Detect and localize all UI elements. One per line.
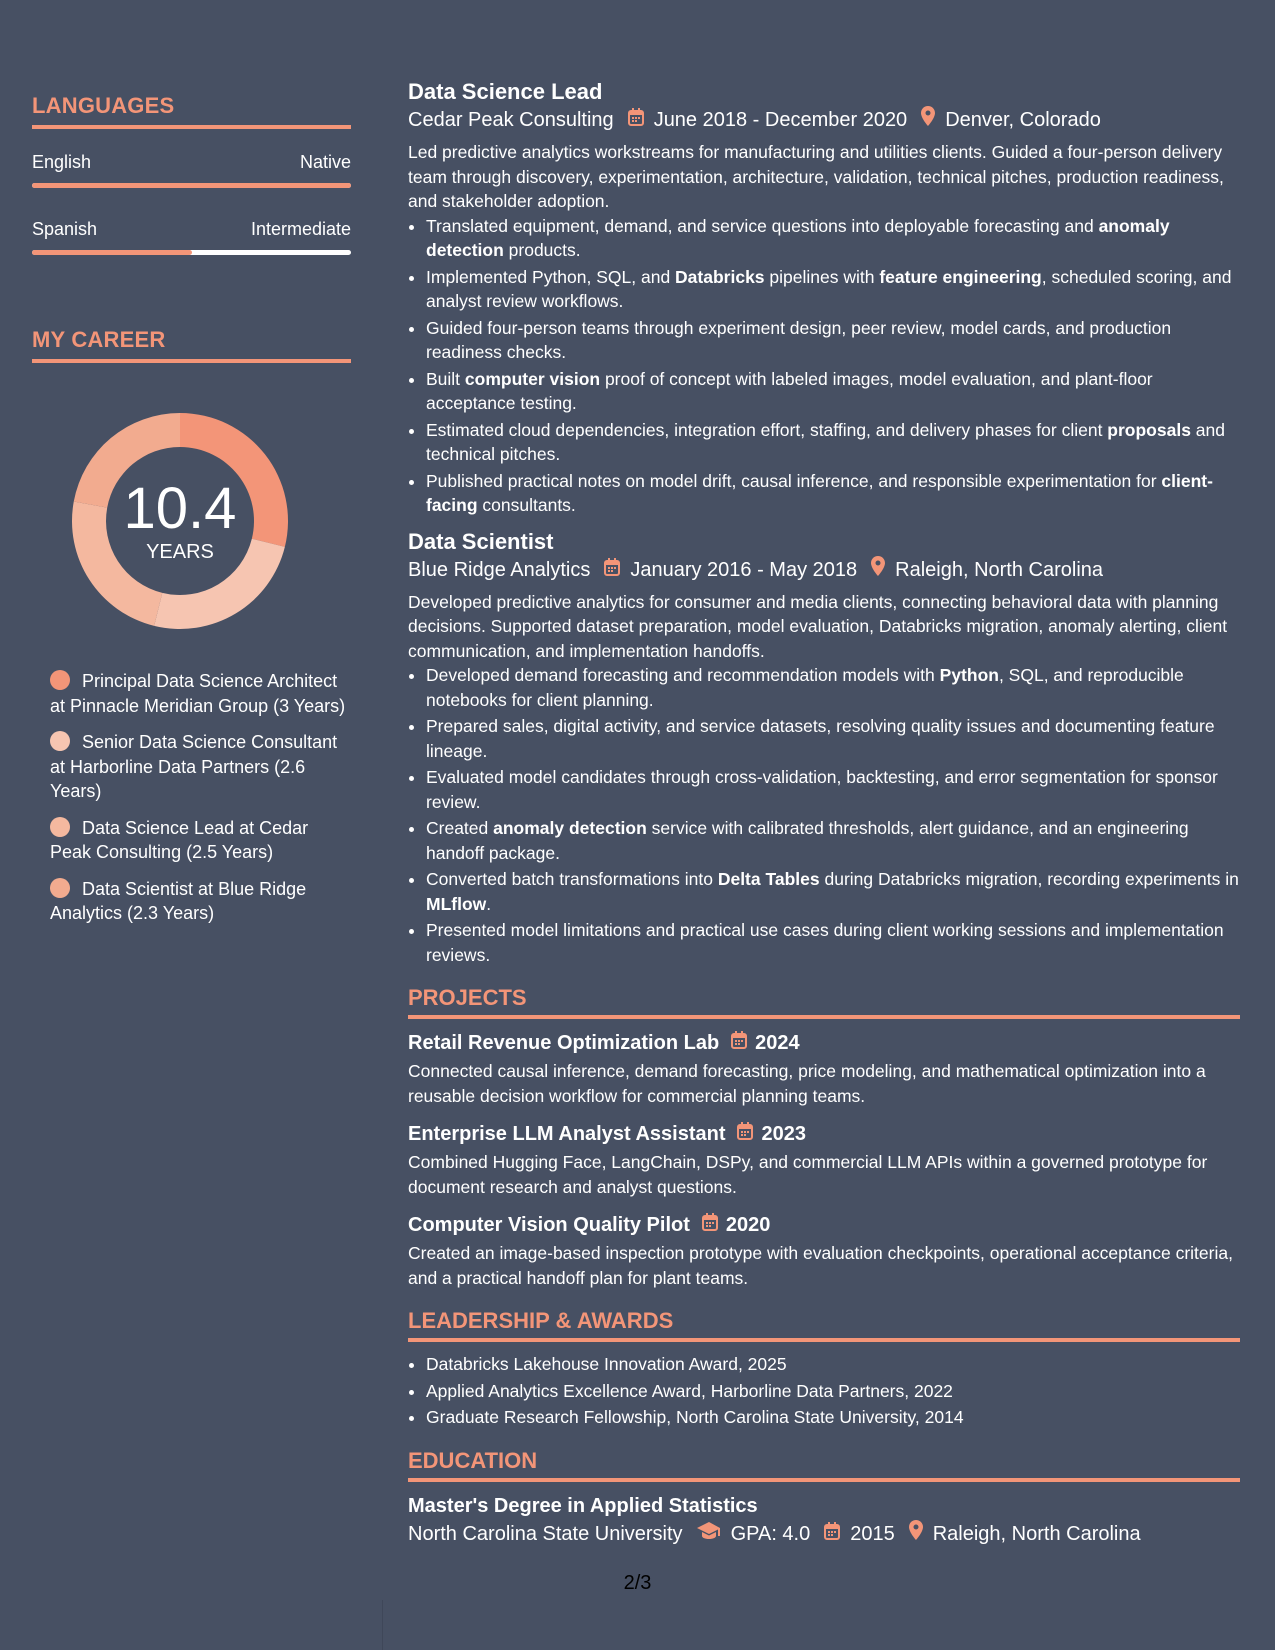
legend-item (50, 730, 350, 804)
project-year: 2023 (761, 1123, 806, 1145)
job-bullet: • Developed demand forecasting and recommendation models with Python, SQL, and reproducible notebooks for client planning. (426, 663, 1240, 712)
language-level: Intermediate (250, 219, 351, 239)
education-degree: Master's Degree in Applied Statistics (408, 1494, 758, 1517)
calendar-icon (824, 1520, 840, 1548)
job-bullet: • Presented model limitations and practical use cases during client working sessions and implementation reviews. (426, 918, 1240, 967)
map-pin-icon (921, 106, 935, 134)
job-bullet: • Evaluated model candidates through cross-validation, backtesting, and error segmentation for sponsor review. (426, 765, 1240, 814)
project-name: Enterprise LLM Analyst Assistant (408, 1123, 726, 1145)
job-meta (408, 556, 1240, 584)
map-pin-icon (909, 1520, 923, 1548)
legend-item (50, 877, 350, 926)
project-year: 2024 (755, 1032, 800, 1054)
legend-item (50, 816, 350, 865)
projects-heading: PROJECTS (408, 985, 1240, 1019)
job-description: Developed predictive analytics for consumer and media clients, connecting behavioral data with planning decisions. Supported dataset preparation, model evaluation, Databricks migration, anomaly alerting, client communication, and implementation handoffs. (408, 591, 1228, 661)
job-dates: January 2016 - May 2018 (630, 558, 858, 581)
job-bullet: • Guided four-person teams through experiment design, peer review, model cards, and production readiness checks. (426, 316, 1240, 365)
job-company: Cedar Peak Consulting (408, 109, 614, 131)
calendar-icon (628, 106, 644, 134)
language-proficiency-fill (32, 250, 192, 255)
job-bullet: • Translated equipment, demand, and service questions into deployable forecasting and anomaly detection products. (426, 214, 1240, 263)
job-bullets (408, 663, 1240, 967)
language-proficiency-bar (32, 250, 351, 255)
awards-list (408, 1352, 1240, 1430)
project-description: Connected causal inference, demand forecasting, price modeling, and mathematical optimization into a reusable decision workflow for commercial planning teams. (408, 1061, 1206, 1106)
legend-label: Data Scientist at Blue Ridge Analytics (2.3 Years) (50, 878, 307, 923)
project-item (408, 1120, 1240, 1199)
sidebar (32, 93, 351, 938)
job-bullet: • Estimated cloud dependencies, integration effort, staffing, and delivery phases for client proposals and technical pitches. (426, 418, 1240, 467)
project-year: 2020 (725, 1214, 771, 1236)
project-name: Retail Revenue Optimization Lab (408, 1032, 720, 1054)
job-title: Data Scientist (408, 528, 554, 554)
calendar-icon (731, 1029, 747, 1057)
awards-heading: LEADERSHIP & AWARDS (408, 1308, 1240, 1342)
job-bullet: • Converted batch transformations into Delta Tables during Databricks migration, recording experiments in MLflow. (426, 867, 1240, 916)
legend-label: Principal Data Science Architect at Pinnacle Meridian Group (3 Years) (50, 671, 346, 716)
calendar-icon (604, 556, 620, 584)
column-divider (382, 1600, 383, 1650)
job-meta (408, 106, 1240, 134)
project-item (408, 1211, 1240, 1290)
graduation-cap-icon (697, 1520, 721, 1548)
education-school: North Carolina State University (408, 1522, 683, 1545)
legend-swatch (50, 731, 70, 751)
language-name: English (32, 152, 92, 172)
award-item: • Databricks Lakehouse Innovation Award, 2025 (426, 1352, 1240, 1377)
language-name: Spanish (32, 219, 98, 239)
award-item: • Applied Analytics Excellence Award, Harborline Data Partners, 2022 (426, 1379, 1240, 1404)
project-item (408, 1029, 1240, 1108)
award-item: • Graduate Research Fellowship, North Carolina State University, 2014 (426, 1405, 1240, 1430)
calendar-icon (702, 1211, 718, 1239)
job-location: Raleigh, North Carolina (895, 558, 1104, 581)
legend-swatch (50, 878, 70, 898)
page-number: 2/3 (623, 1572, 652, 1594)
job-description: Led predictive analytics workstreams for manufacturing and utilities clients. Guided a four-person delivery team through discovery, experimentation, architecture, validation, technical pitches, production readiness, and stakeholder adoption. (408, 142, 1224, 211)
legend-label: Data Science Lead at Cedar Peak Consulting (2.5 Years) (50, 817, 309, 862)
project-description: Combined Hugging Face, LangChain, DSPy, and commercial LLM APIs within a governed prototype for document research and analyst questions. (408, 1152, 1208, 1197)
career-legend (50, 669, 350, 926)
project-description: Created an image-based inspection prototype with evaluation checkpoints, operational acceptance criteria, and a practical handoff plan for plant teams. (408, 1243, 1233, 1288)
job-bullet: • Prepared sales, digital activity, and service datasets, resolving quality issues and documenting feature lineage. (426, 714, 1240, 763)
education-heading: EDUCATION (408, 1448, 1240, 1482)
education-meta (408, 1520, 1240, 1548)
language-proficiency-fill (32, 183, 351, 188)
legend-label: Senior Data Science Consultant at Harborline Data Partners (2.6 Years) (50, 732, 338, 801)
job-bullet: • Implemented Python, SQL, and Databricks pipelines with feature engineering, scheduled scoring, and analyst review workflows. (426, 265, 1240, 314)
education-location: Raleigh, North Carolina (932, 1522, 1141, 1545)
career-total-years: 10.4 (123, 476, 237, 541)
job-bullet: • Created anomaly detection service with calibrated thresholds, alert guidance, and an engineering handoff package. (426, 816, 1240, 865)
education-year: 2015 (850, 1522, 895, 1545)
career-total-unit: YEARS (146, 541, 214, 563)
job-title: Data Science Lead (408, 79, 603, 104)
job-dates: June 2018 - December 2020 (653, 109, 908, 131)
career-donut-chart (66, 407, 294, 635)
career-heading: MY CAREER (32, 327, 351, 363)
legend-swatch (50, 670, 70, 690)
language-item (32, 151, 351, 188)
main-content (408, 78, 1240, 1548)
legend-swatch (50, 817, 70, 837)
legend-item (50, 669, 350, 718)
languages-heading: LANGUAGES (32, 93, 351, 129)
project-name: Computer Vision Quality Pilot (408, 1214, 690, 1236)
job-entry (408, 78, 1240, 518)
job-bullets (408, 214, 1240, 518)
language-proficiency-bar (32, 183, 351, 188)
job-location: Denver, Colorado (945, 109, 1101, 131)
map-pin-icon (871, 556, 885, 584)
language-item (32, 218, 351, 255)
calendar-icon (737, 1120, 753, 1148)
job-entry (408, 528, 1240, 968)
job-company: Blue Ridge Analytics (408, 558, 591, 581)
job-bullet: • Built computer vision proof of concept with labeled images, model evaluation, and plant-floor acceptance testing. (426, 367, 1240, 416)
job-bullet: • Published practical notes on model drift, causal inference, and responsible experimentation for client-facing consultants. (426, 469, 1240, 518)
language-level: Native (299, 152, 351, 172)
education-gpa: GPA: 4.0 (730, 1522, 811, 1545)
